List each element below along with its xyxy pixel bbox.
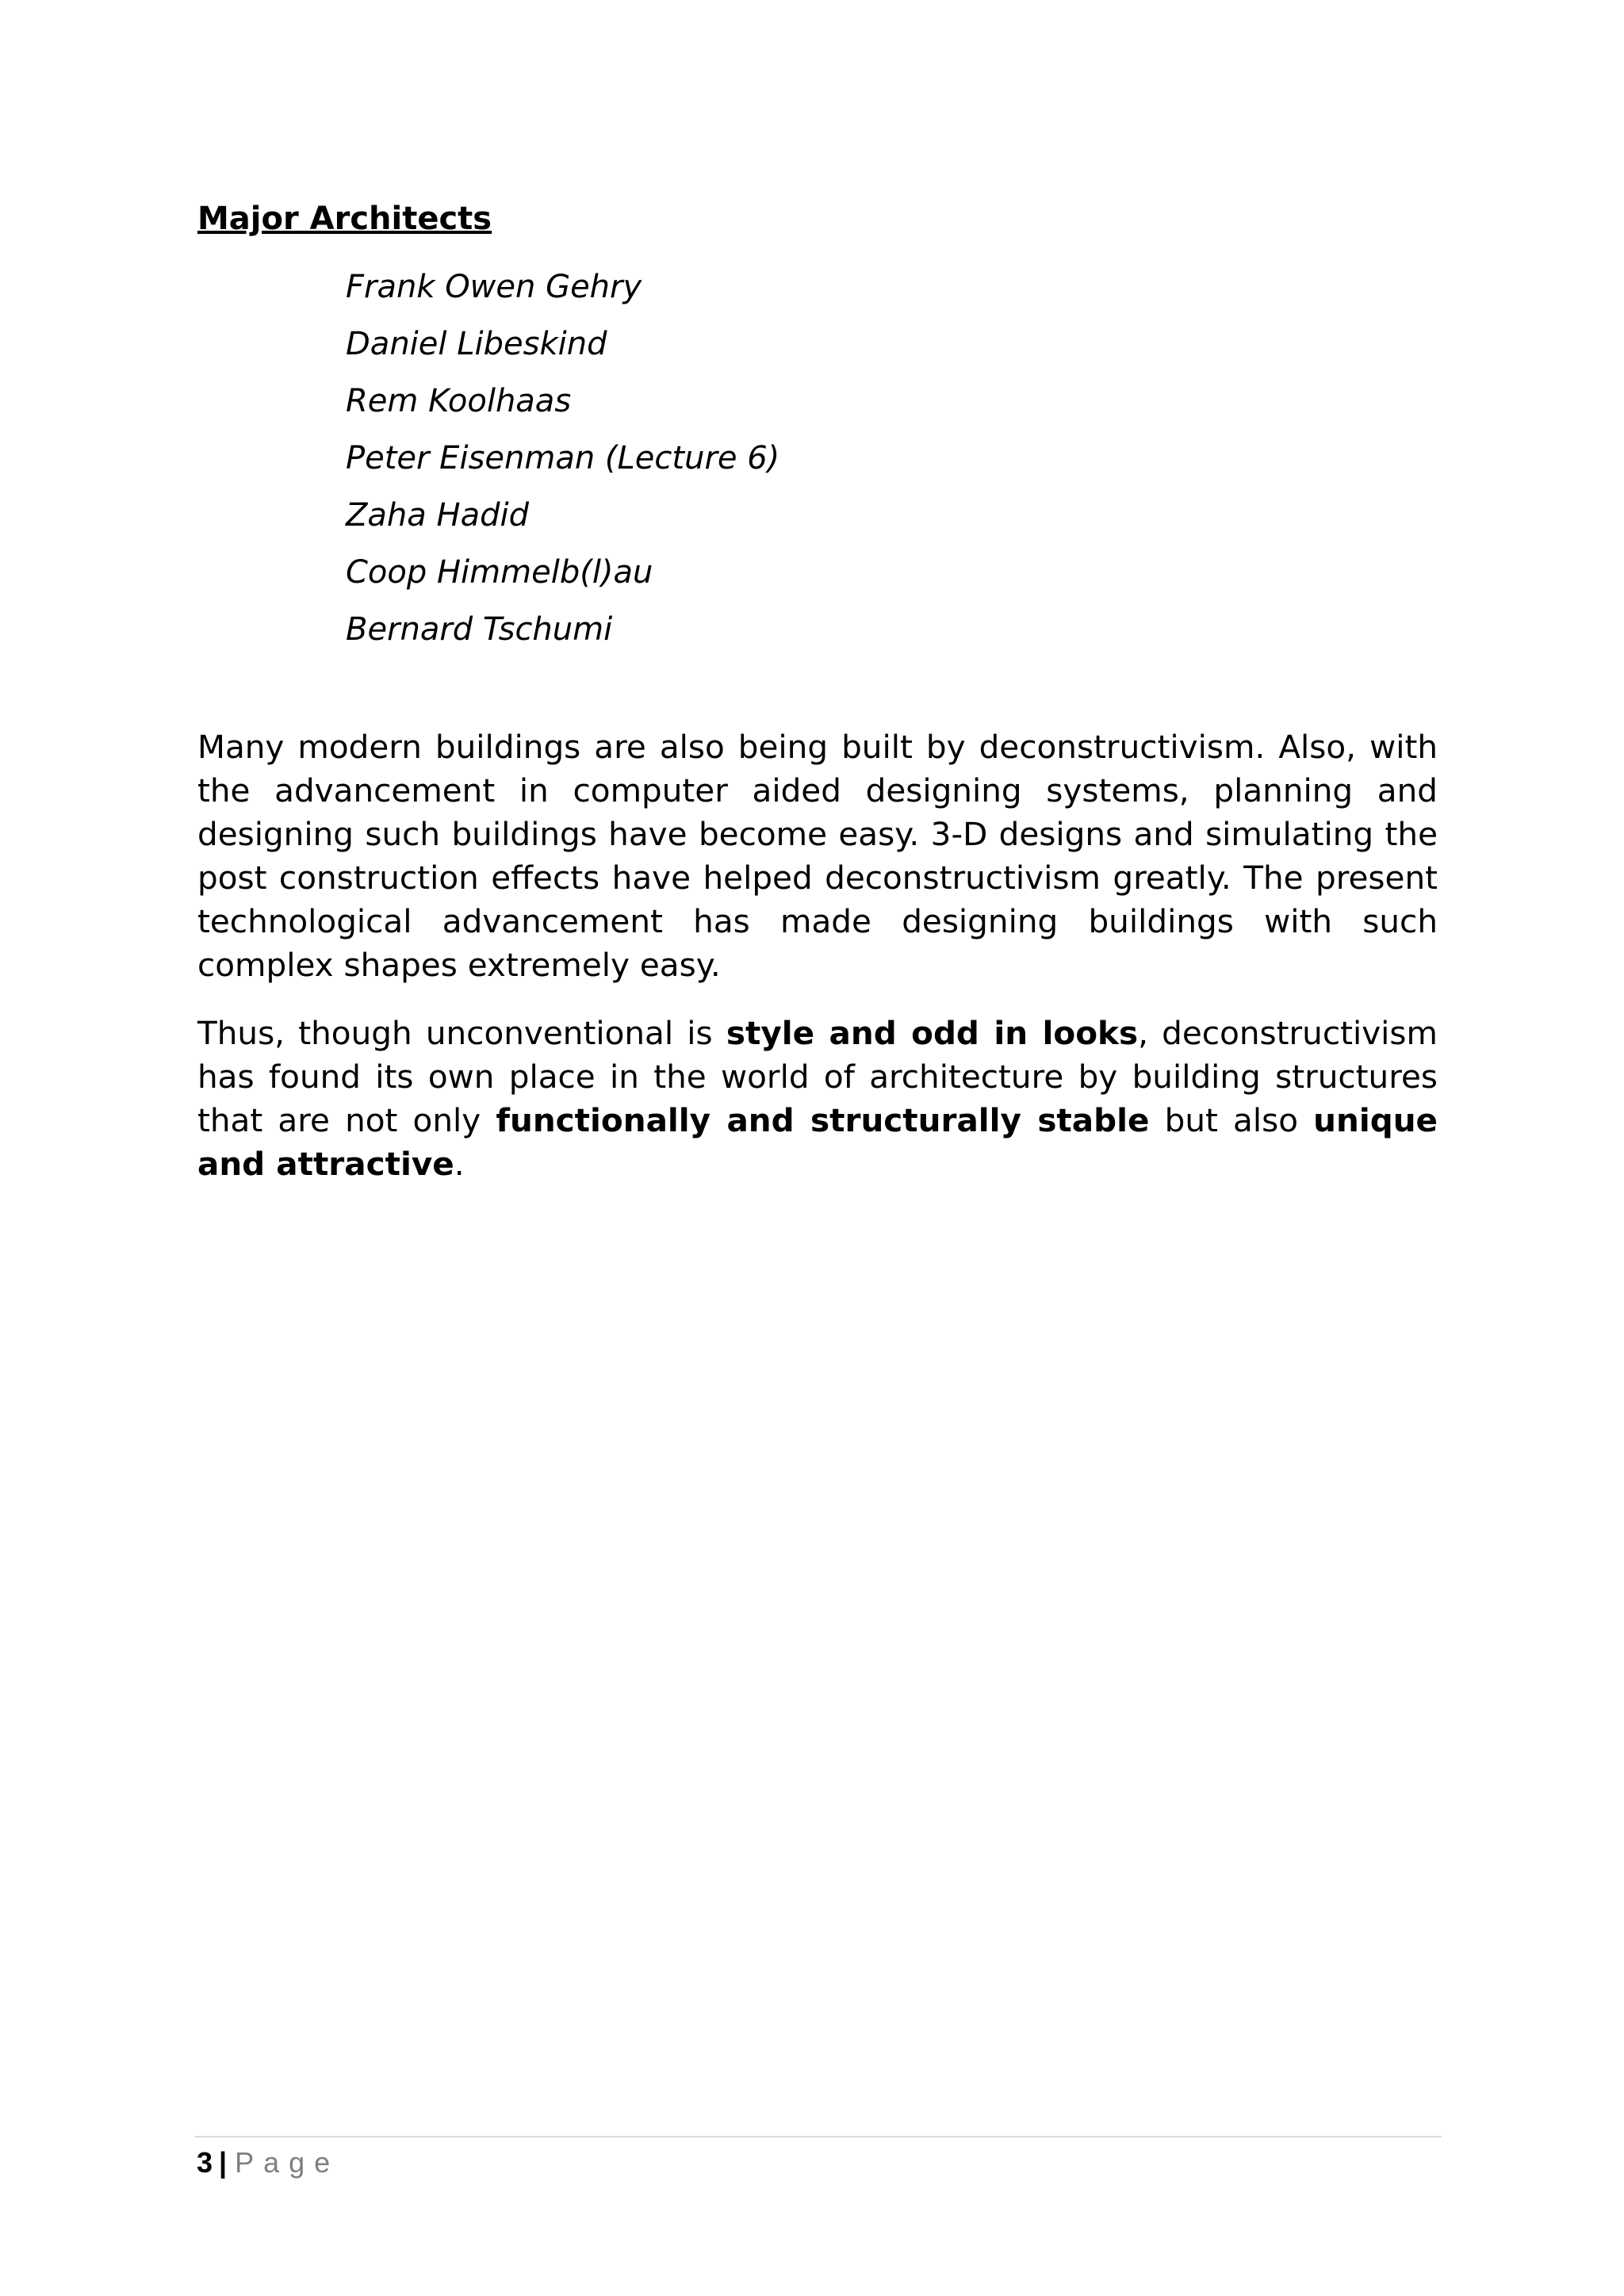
paragraph-text: but also bbox=[1149, 1101, 1314, 1139]
footer-separator: | bbox=[219, 2146, 228, 2179]
architect-list bbox=[346, 258, 779, 658]
section-heading: Major Architects bbox=[197, 201, 492, 237]
architect-item: Bernard Tschumi bbox=[346, 611, 613, 648]
paragraph-text: , deconstructivism has found its own place in the world of architecture by building structures that are not only bbox=[197, 1014, 1438, 1139]
body-paragraph-1: Many modern buildings are also being built by deconstructivism. Also, with the advancement in computer aided designing systems, planning and designing such buildings have become easy. 3-D designs and simulating the post construction effects have helped deconstructivism greatly. The present technological advancement has made designing buildings with such complex shapes extremely easy. bbox=[197, 728, 1438, 984]
architect-item: Coop Himmelb(l)au bbox=[346, 554, 653, 591]
page-number: 3 bbox=[197, 2146, 213, 2179]
architect-item: Peter Eisenman (Lecture 6) bbox=[346, 440, 780, 476]
body-paragraph-2 bbox=[197, 1012, 1438, 1186]
bold-phrase: functionally and structurally stable bbox=[496, 1101, 1150, 1139]
architect-item: Daniel Libeskind bbox=[346, 326, 607, 362]
paragraph-text: Thus, though unconventional is bbox=[197, 1014, 726, 1052]
architect-item: Zaha Hadid bbox=[346, 497, 529, 534]
paragraph-text: . bbox=[454, 1145, 465, 1183]
page-label: Page bbox=[235, 2146, 340, 2179]
architect-item: Rem Koolhaas bbox=[346, 383, 572, 419]
bold-phrase: style and odd in looks bbox=[726, 1014, 1139, 1052]
footer-divider bbox=[195, 2136, 1442, 2137]
architect-item: Frank Owen Gehry bbox=[346, 269, 642, 305]
page-footer bbox=[197, 2141, 339, 2185]
bold-phrase: unique and attractive bbox=[197, 1101, 1438, 1183]
